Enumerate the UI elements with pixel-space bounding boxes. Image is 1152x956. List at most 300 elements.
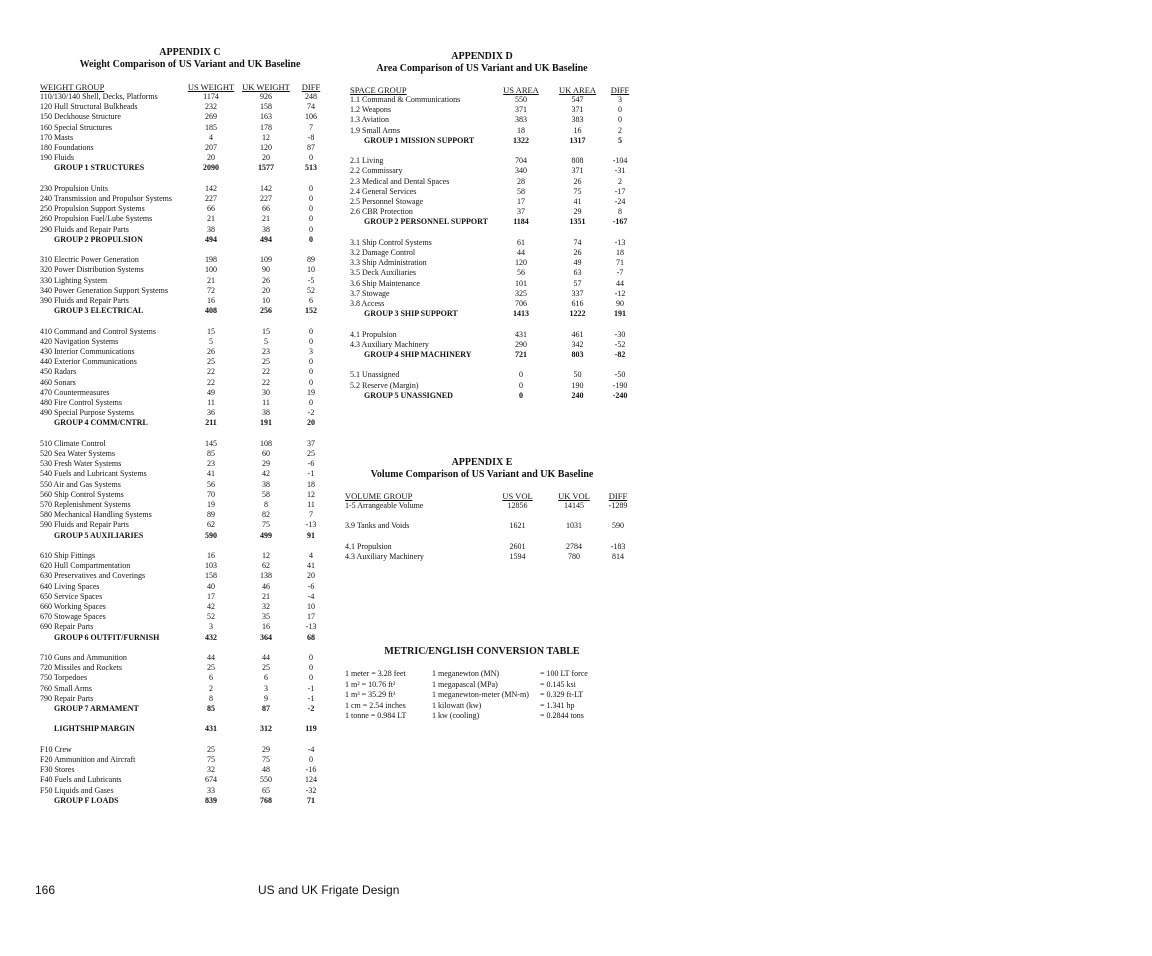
- column-header: US AREA: [503, 85, 539, 95]
- conversion-entry: 1 kilowatt (kw): [432, 700, 482, 710]
- us-value: 4: [209, 132, 213, 142]
- diff-value: 41: [307, 561, 315, 571]
- row-label: 3.7 Stowage: [350, 288, 390, 298]
- us-value: 41: [207, 469, 215, 479]
- uk-value: 6: [264, 673, 268, 683]
- table-row: [40, 327, 326, 337]
- diff-value: -1: [307, 469, 315, 479]
- us-value: 1621: [509, 521, 526, 531]
- column-header: DIFF: [608, 491, 628, 501]
- row-label: 230 Propulsion Units: [40, 183, 109, 193]
- uk-value: 312: [260, 724, 272, 734]
- uk-value: 57: [573, 278, 582, 288]
- uk-value: 1351: [569, 217, 586, 227]
- table-row: [350, 289, 635, 299]
- area-comparison-table: [350, 85, 635, 401]
- group-total-row: [40, 704, 326, 714]
- row-label: 3.3 Ship Administration: [350, 258, 427, 268]
- uk-value: 30: [262, 387, 270, 397]
- us-value: 61: [517, 237, 525, 247]
- uk-value: 494: [260, 234, 272, 244]
- us-value: 19: [207, 500, 215, 510]
- diff-value: 87: [307, 143, 315, 153]
- table-row: [345, 501, 633, 511]
- us-value: 26: [207, 347, 215, 357]
- row-label: LIGHTSHIP MARGIN: [54, 724, 135, 734]
- row-label: 420 Navigation Systems: [40, 336, 119, 346]
- table-row: [40, 388, 326, 398]
- row-label: 470 Countermeasures: [40, 387, 110, 397]
- group-total-row: [40, 633, 326, 643]
- conversion-entry: 1 tonne = 0.984 LT: [345, 711, 407, 720]
- us-value: 56: [207, 479, 215, 489]
- row-label: 710 Guns and Ammunition: [40, 653, 127, 663]
- uk-value: 550: [260, 775, 272, 785]
- table-row: [350, 370, 635, 380]
- row-label: 1.3 Aviation: [350, 115, 389, 125]
- row-label: GROUP F LOADS: [54, 795, 119, 805]
- us-value: 12856: [507, 501, 528, 510]
- uk-value: 12: [262, 132, 270, 142]
- conversion-entry: 1 meganewton (MN): [432, 669, 500, 678]
- us-value: 431: [205, 724, 217, 734]
- row-label: 5.2 Reserve (Margin): [350, 380, 419, 390]
- uk-value: 26: [573, 176, 582, 186]
- row-label: GROUP 4 SHIP MACHINERY: [364, 350, 472, 360]
- row-label: 1-5 Arrangeable Volume: [345, 501, 424, 510]
- column-header: US WEIGHT: [187, 82, 235, 92]
- table-row: [40, 408, 326, 418]
- row-label: GROUP 3 SHIP SUPPORT: [364, 309, 458, 319]
- row-label: F10 Crew: [40, 744, 72, 754]
- us-value: 101: [515, 278, 527, 288]
- table-row: [350, 340, 635, 350]
- uk-value: 1317: [569, 135, 586, 145]
- column-header: UK WEIGHT: [242, 82, 290, 92]
- table-header-row: [350, 85, 635, 95]
- diff-value: -13: [305, 622, 317, 632]
- row-label: 1.9 Small Arms: [350, 125, 401, 135]
- table-row: [40, 561, 326, 571]
- row-label: 170 Masts: [40, 132, 74, 142]
- row-label: 340 Power Generation Support Systems: [40, 285, 168, 295]
- diff-value: -52: [614, 339, 626, 349]
- appendix-e-heading: [332, 457, 632, 481]
- conversion-entry: 1 meganewton-meter (MN-m): [432, 690, 529, 699]
- row-label: 180 Foundations: [40, 143, 94, 153]
- diff-value: 12: [307, 489, 315, 499]
- uk-value: 16: [262, 622, 270, 632]
- uk-value: 20: [262, 153, 270, 163]
- table-row: [40, 745, 326, 755]
- column-header: DIFF: [301, 82, 321, 92]
- appendix-c-title: APPENDIX C: [159, 47, 221, 58]
- diff-value: -5: [307, 275, 315, 285]
- group-total-row: [40, 724, 326, 734]
- diff-value: 5: [618, 135, 622, 145]
- diff-value: 25: [307, 449, 315, 459]
- table-row: [345, 521, 633, 531]
- row-label: 390 Fluids and Repair Parts: [40, 296, 129, 306]
- row-label: 460 Sonars: [40, 377, 76, 387]
- us-value: 674: [205, 775, 217, 785]
- table-row: [350, 268, 635, 278]
- row-label: 430 Interior Communications: [40, 347, 135, 357]
- uk-value: 75: [262, 520, 270, 530]
- table-row: [40, 102, 326, 112]
- diff-value: 119: [305, 724, 317, 734]
- uk-value: 383: [571, 115, 584, 125]
- uk-value: 29: [573, 207, 582, 217]
- table-row: [40, 663, 326, 673]
- diff-value: 71: [307, 795, 315, 805]
- table-row: [40, 490, 326, 500]
- diff-value: -104: [612, 156, 628, 166]
- row-label: 560 Ship Control Systems: [40, 489, 124, 499]
- diff-value: 37: [307, 438, 315, 448]
- table-row: [40, 112, 326, 122]
- uk-value: 58: [262, 489, 270, 499]
- diff-value: -24: [614, 197, 626, 207]
- uk-value: 256: [260, 306, 272, 316]
- row-label: 530 Fresh Water Systems: [40, 459, 122, 469]
- column-header: DIFF: [610, 85, 630, 95]
- table-row: [40, 92, 326, 102]
- row-label: 690 Repair Parts: [40, 622, 94, 632]
- diff-value: 18: [616, 248, 624, 258]
- uk-value: 108: [260, 438, 272, 448]
- row-label: 670 Stowage Spaces: [40, 612, 106, 622]
- row-label: GROUP 2 PERSONNEL SUPPORT: [364, 217, 488, 227]
- diff-value: 91: [307, 530, 315, 540]
- us-value: 66: [207, 204, 215, 214]
- uk-value: 16: [573, 125, 582, 135]
- table-row: [40, 439, 326, 449]
- table-row: [350, 279, 635, 289]
- us-value: 142: [205, 183, 217, 193]
- table-row: [40, 214, 326, 224]
- uk-value: 780: [568, 551, 580, 561]
- us-value: 494: [205, 234, 217, 244]
- row-label: GROUP 1 STRUCTURES: [54, 163, 145, 173]
- us-value: 1174: [203, 92, 219, 101]
- conversion-entry: = 100 LT force: [540, 669, 588, 678]
- uk-value: 65: [262, 785, 270, 795]
- diff-value: -1289: [608, 501, 628, 510]
- row-label: 440 Exterior Communications: [40, 357, 137, 367]
- diff-value: 3: [309, 347, 313, 357]
- us-value: 17: [517, 197, 525, 207]
- spacer-row: [40, 316, 326, 326]
- table-row: [350, 207, 635, 217]
- uk-value: 25: [262, 663, 270, 673]
- row-label: 320 Power Distribution Systems: [40, 265, 144, 275]
- row-label: 120 Hull Structural Bulkheads: [40, 102, 138, 112]
- us-value: 207: [205, 143, 217, 153]
- diff-value: -31: [614, 166, 626, 176]
- diff-value: 0: [309, 224, 313, 234]
- us-value: 44: [207, 653, 215, 663]
- us-value: 38: [207, 224, 215, 234]
- table-row: [350, 258, 635, 268]
- us-value: 22: [207, 367, 215, 377]
- uk-value: 48: [262, 765, 270, 775]
- table-row: [40, 459, 326, 469]
- uk-value: 22: [262, 367, 270, 377]
- row-label: 2.3 Medical and Dental Spaces: [350, 176, 450, 186]
- conversion-metric-column: [345, 669, 406, 722]
- spacer-row: [40, 714, 326, 724]
- group-total-row: [350, 217, 635, 227]
- diff-value: 0: [309, 326, 313, 336]
- uk-value: 74: [573, 237, 582, 247]
- group-total-row: [350, 350, 635, 360]
- uk-value: 5: [264, 336, 268, 346]
- table-header-row: [345, 491, 633, 501]
- table-row: [350, 248, 635, 258]
- table-row: [40, 296, 326, 306]
- diff-value: 6: [309, 296, 313, 306]
- uk-value: 60: [262, 449, 270, 459]
- row-label: 3.9 Tanks and Voids: [345, 521, 410, 531]
- us-value: 89: [207, 510, 215, 520]
- diff-value: 3: [618, 95, 622, 104]
- uk-value: 87: [262, 704, 270, 714]
- us-value: 383: [515, 115, 527, 125]
- us-value: 28: [517, 176, 525, 186]
- table-row: [40, 378, 326, 388]
- us-value: 56: [517, 268, 525, 278]
- diff-value: 2: [618, 125, 622, 135]
- diff-value: 0: [309, 653, 313, 663]
- diff-value: 0: [618, 105, 622, 115]
- us-value: 1413: [513, 309, 529, 319]
- row-label: GROUP 4 COMM/CNTRL: [54, 418, 148, 428]
- uk-value: 142: [260, 183, 272, 193]
- table-row: [40, 765, 326, 775]
- table-row: [350, 115, 635, 125]
- row-label: 650 Service Spaces: [40, 591, 103, 601]
- spacer-row: [345, 511, 633, 521]
- appendix-e-title: APPENDIX E: [451, 457, 513, 468]
- row-label: 2.2 Commissary: [350, 166, 403, 176]
- us-value: 340: [515, 166, 527, 176]
- row-label: 2.6 CBR Protection: [350, 207, 413, 217]
- row-label: GROUP 7 ARMAMENT: [54, 704, 139, 714]
- appendix-c-subtitle: Weight Comparison of US Variant and UK Baseline: [79, 59, 301, 70]
- diff-value: 0: [309, 194, 313, 204]
- diff-value: -12: [614, 288, 626, 298]
- conversion-entry: 1 kw (cooling): [432, 711, 480, 720]
- us-value: 721: [515, 350, 527, 360]
- diff-value: -190: [612, 380, 628, 390]
- uk-value: 49: [573, 258, 582, 268]
- row-label: 630 Preservatives and Coverings: [40, 571, 146, 581]
- row-label: 510 Climate Control: [40, 438, 106, 448]
- table-row: [40, 449, 326, 459]
- row-label: 290 Fluids and Repair Parts: [40, 224, 129, 234]
- uk-value: 191: [260, 418, 272, 428]
- uk-value: 3: [264, 683, 268, 693]
- us-value: 1184: [513, 217, 529, 227]
- us-value: 1322: [513, 135, 529, 145]
- us-value: 706: [515, 299, 527, 309]
- uk-value: 90: [262, 265, 270, 275]
- uk-value: 75: [573, 186, 582, 196]
- row-label: 110/130/140 Shell, Decks, Platforms: [40, 92, 158, 101]
- us-value: 431: [515, 329, 527, 339]
- uk-value: 364: [260, 632, 272, 642]
- us-value: 33: [207, 785, 215, 795]
- table-row: [40, 673, 326, 683]
- conversion-entry: 1 meter = 3.28 feet: [345, 669, 406, 678]
- us-value: 21: [207, 275, 215, 285]
- diff-value: -16: [305, 765, 317, 775]
- uk-value: 2784: [566, 541, 582, 551]
- us-value: 3: [209, 622, 213, 632]
- us-value: 32: [207, 765, 215, 775]
- page-number: 166: [35, 883, 56, 897]
- diff-value: 0: [309, 398, 313, 408]
- column-header: US VOL: [502, 491, 533, 501]
- us-value: 15: [207, 326, 215, 336]
- diff-value: -1: [307, 683, 315, 693]
- table-row: [350, 299, 635, 309]
- uk-value: 371: [571, 166, 584, 176]
- us-value: 62: [207, 520, 215, 530]
- uk-value: 75: [262, 755, 270, 765]
- row-label: GROUP 5 UNASSIGNED: [364, 390, 453, 400]
- us-value: 16: [207, 296, 215, 306]
- row-label: 540 Fuels and Lubricant Systems: [40, 469, 147, 479]
- us-value: 550: [515, 95, 527, 104]
- diff-value: 513: [305, 163, 317, 173]
- spacer-row: [40, 429, 326, 439]
- us-value: 0: [519, 390, 523, 400]
- us-value: 432: [205, 632, 217, 642]
- row-label: 3.1 Ship Control Systems: [350, 237, 432, 247]
- row-label: 160 Special Structures: [40, 122, 112, 132]
- uk-value: 20: [262, 285, 270, 295]
- us-value: 100: [205, 265, 217, 275]
- diff-value: 7: [309, 122, 313, 132]
- uk-value: 82: [262, 510, 270, 520]
- conversion-value-column: [540, 669, 588, 722]
- diff-value: 0: [309, 336, 313, 346]
- diff-value: 10: [307, 602, 315, 612]
- volume-comparison-table: [345, 491, 633, 562]
- table-row: [40, 286, 326, 296]
- diff-value: -240: [612, 390, 628, 400]
- us-value: 704: [515, 156, 527, 166]
- us-value: 16: [207, 551, 215, 561]
- row-label: 330 Lighting System: [40, 275, 108, 285]
- uk-value: 26: [573, 248, 582, 258]
- us-value: 0: [519, 380, 523, 390]
- row-label: 240 Transmission and Propulsor Systems: [40, 194, 173, 204]
- diff-value: 0: [309, 377, 313, 387]
- row-label: 310 Electric Power Generation: [40, 255, 139, 265]
- table-row: [350, 156, 635, 166]
- uk-value: 32: [262, 602, 270, 612]
- uk-value: 62: [262, 561, 270, 571]
- row-label: 720 Missiles and Rockets: [40, 663, 122, 673]
- uk-value: 38: [262, 408, 270, 418]
- diff-value: 0: [309, 357, 313, 367]
- us-value: 211: [205, 418, 217, 428]
- conversion-entry: 1 m² = 10.76 ft²: [345, 679, 396, 689]
- row-label: 550 Air and Gas Systems: [40, 479, 121, 489]
- us-value: 52: [207, 612, 215, 622]
- row-label: 520 Sea Water Systems: [40, 449, 115, 459]
- diff-value: 191: [614, 309, 626, 319]
- row-label: 3.2 Damage Control: [350, 248, 416, 258]
- uk-value: 768: [260, 795, 272, 805]
- conversion-entry: 1 megapascal (MPa): [432, 679, 498, 689]
- uk-value: 499: [260, 530, 272, 540]
- table-row: [40, 602, 326, 612]
- uk-value: 42: [262, 469, 270, 479]
- row-label: 490 Special Purpose Systems: [40, 408, 134, 418]
- uk-value: 21: [262, 591, 270, 601]
- row-label: 150 Deckhouse Structure: [40, 112, 121, 122]
- uk-value: 35: [262, 612, 270, 622]
- table-row: [40, 143, 326, 153]
- diff-value: 0: [309, 234, 313, 244]
- us-value: 85: [207, 449, 215, 459]
- diff-value: 0: [309, 153, 313, 163]
- group-total-row: [40, 235, 326, 245]
- row-label: 2.4 General Services: [350, 186, 417, 196]
- diff-value: -30: [614, 329, 626, 339]
- table-row: [40, 480, 326, 490]
- table-row: [40, 592, 326, 602]
- table-row: [40, 367, 326, 377]
- appendix-d-subtitle: Area Comparison of US Variant and UK Baseline: [376, 63, 588, 74]
- spacer-row: [40, 174, 326, 184]
- uk-value: 190: [571, 380, 584, 390]
- conversion-title: METRIC/ENGLISH CONVERSION TABLE: [384, 646, 580, 657]
- table-row: [40, 469, 326, 479]
- uk-value: 26: [262, 275, 270, 285]
- row-label: GROUP 1 MISSION SUPPORT: [364, 135, 475, 145]
- uk-value: 25: [262, 357, 270, 367]
- row-label: F50 Liquids and Gases: [40, 785, 114, 795]
- diff-value: 68: [307, 632, 315, 642]
- table-row: [350, 187, 635, 197]
- table-row: [40, 153, 326, 163]
- conversion-entry: 1 cm = 2.54 inches: [345, 700, 406, 710]
- diff-value: 0: [309, 673, 313, 683]
- uk-value: 11: [262, 398, 270, 408]
- table-row: [40, 225, 326, 235]
- uk-value: 803: [571, 350, 584, 360]
- table-row: [40, 582, 326, 592]
- row-label: 260 Propulsion Fuel/Lube Systems: [40, 214, 153, 224]
- uk-value: 38: [262, 479, 270, 489]
- us-value: 42: [207, 602, 215, 612]
- diff-value: -17: [614, 186, 626, 196]
- row-label: 1.2 Weapons: [350, 105, 391, 115]
- row-label: 4.1 Propulsion: [345, 541, 392, 551]
- uk-value: 1577: [258, 163, 274, 173]
- diff-value: -8: [307, 132, 315, 142]
- us-value: 22: [207, 377, 215, 387]
- row-label: 590 Fluids and Repair Parts: [40, 520, 129, 530]
- us-value: 37: [517, 207, 525, 217]
- spacer-row: [350, 228, 635, 238]
- row-label: 450 Radars: [40, 367, 77, 377]
